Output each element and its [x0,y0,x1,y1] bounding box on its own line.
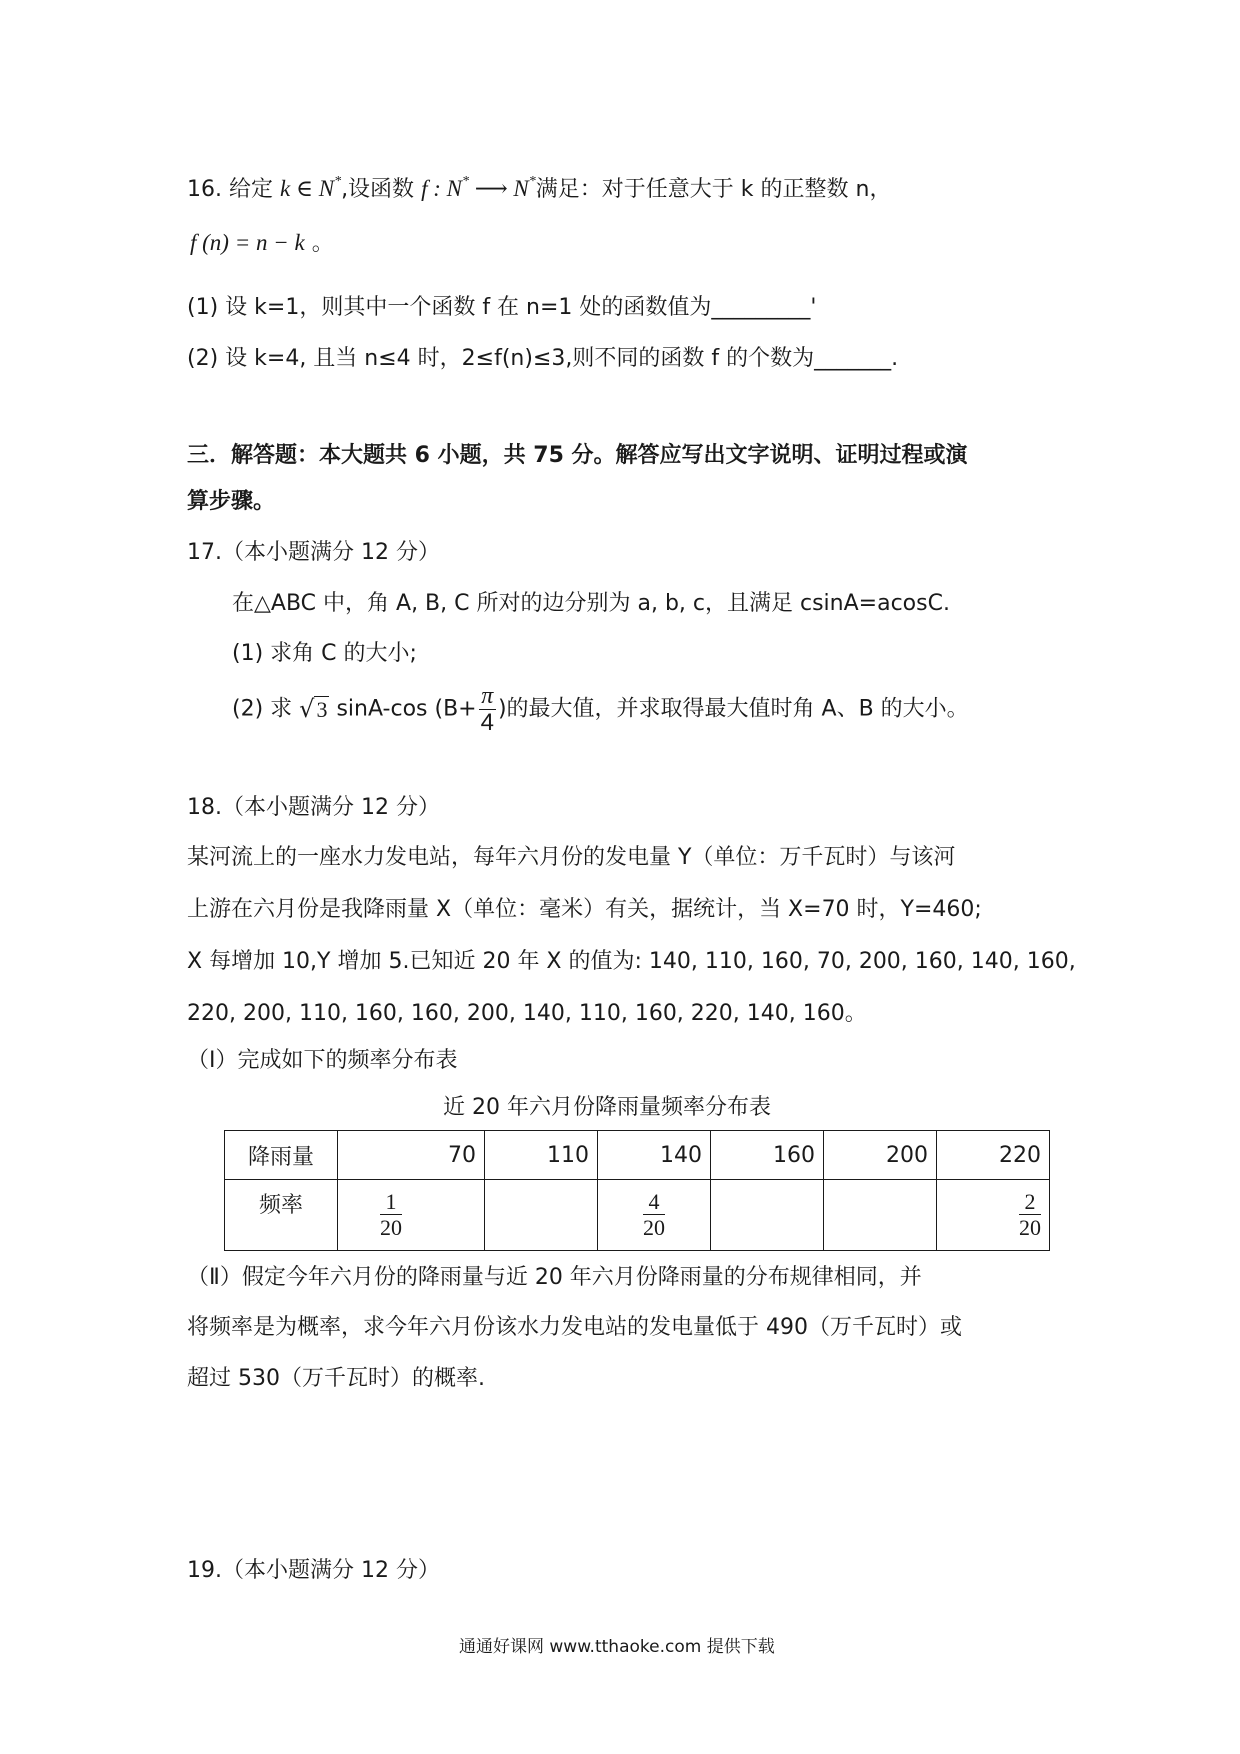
pi-over-4-fraction [479,684,496,735]
fraction-1-20 [380,1189,402,1241]
q17-part2-mid: sinA-cos (B+ [329,696,477,722]
table-cell-rainfall: 140 [598,1131,711,1180]
q18-part2-line1: （Ⅱ）假定今年六月份的降雨量与近 20 年六月份降雨量的分布规律相同，并 [187,1265,922,1290]
fraction-denominator: 20 [643,1215,665,1241]
q16-line1 [187,172,891,203]
q16-part1: (1) 设 k=1，则其中一个函数 f 在 n=1 处的函数值为_________' [187,295,817,320]
fraction-numerator: 4 [643,1189,665,1215]
q16-prefix: 16. 给定 [187,177,273,202]
q18-header: 18.（本小题满分 12 分） [187,795,440,820]
q19-header: 19.（本小题满分 12 分） [187,1558,440,1583]
pi-numerator: π [479,684,496,710]
section3-heading-line1: 三．解答题：本大题共 6 小题，共 75 分。解答应写出文字说明、证明过程或演 [187,443,968,468]
q16-star-2: * [461,174,469,190]
table-cell-rainfall: 70 [338,1131,485,1180]
q17-part2-prefix: (2) 求 [232,696,293,722]
q16-func-text: f : N [421,176,462,201]
q17-stem: 在△ABC 中，角 A, B, C 所对的边分别为 a, b, c，且满足 csinA=acosC. [232,591,950,616]
q16-part2: (2) 设 k=4, 且当 n≤4 时，2≤f(n)≤3,则不同的函数 f 的个数为_______. [187,346,899,371]
section3-heading-line2: 算步骤。 [187,489,276,514]
fraction-numerator: 2 [1019,1189,1041,1215]
q16-fn-formula: f (n) = n − k [190,230,305,255]
q17-header: 17.（本小题满分 12 分） [187,540,440,565]
q16-k-in-text: k ∈ N [279,176,335,201]
table-cell-rainfall: 200 [824,1131,937,1180]
table-cell-frequency [598,1180,711,1251]
q18-line4: 220, 200, 110, 160, 160, 200, 140, 110, 160, 220, 140, 160。 [187,1001,867,1026]
q16-function-map [421,176,536,201]
q18-line2: 上游在六月份是我降雨量 X（单位：毫米）有关，据统计，当 X=70 时，Y=460; [187,897,982,922]
q16-k-in-n [280,176,341,201]
q18-line1: 某河流上的一座水力发电站，每年六月份的发电量 Y（单位：万千瓦时）与该河 [187,845,956,870]
q16-arrow-text: ⟶ N [468,176,529,201]
q16-end: 。 [311,231,334,256]
sqrt-radicand: 3 [316,697,328,723]
pi-denominator: 4 [480,709,494,737]
fraction-4-20 [643,1189,665,1241]
q17-part2 [232,684,969,735]
page-footer: 通通好课网 www.tthaoke.com 提供下载 [459,1637,775,1657]
frequency-table [224,1130,1050,1251]
table-cell-frequency-empty [711,1180,824,1251]
table-row-rainfall [225,1131,1050,1180]
table-row-frequency [225,1180,1050,1251]
q17-part2-suffix: )的最大值，并求取得最大值时角 A、B 的大小。 [497,696,969,722]
q18-part2-line3: 超过 530（万千瓦时）的概率. [187,1366,485,1391]
sqrt-symbol [299,695,329,724]
q17-part1: (1) 求角 C 的大小; [232,641,417,666]
fraction-denominator: 20 [380,1215,402,1241]
table-cell-rainfall: 160 [711,1131,824,1180]
table-cell-frequency [937,1180,1050,1251]
fraction-2-20 [1019,1189,1041,1241]
table-cell-frequency [338,1180,485,1251]
q16-suffix: 满足：对于任意大于 k 的正整数 n， [535,177,892,202]
q18-part1: （Ⅰ）完成如下的频率分布表 [187,1048,458,1073]
fraction-denominator: 20 [1019,1215,1041,1241]
table-title: 近 20 年六月份降雨量频率分布表 [443,1095,771,1120]
table-header-rainfall: 降雨量 [225,1131,338,1180]
q16-line2 [190,226,334,257]
table-cell-rainfall: 110 [485,1131,598,1180]
q18-line3: X 每增加 10,Y 增加 5.已知近 20 年 X 的值为: 140, 110, 160, 70, 200, 160, 140, 160, [187,949,1076,974]
sqrt-sign-glyph: √ [299,695,315,724]
q18-part2-line2: 将频率是为概率，求今年六月份该水力发电站的发电量低于 490（万千瓦时）或 [187,1315,962,1340]
q16-star-1: * [334,174,342,190]
q16-mid: ,设函数 [341,177,415,202]
table-cell-rainfall: 220 [937,1131,1050,1180]
table-cell-frequency-empty [824,1180,937,1251]
table-header-frequency: 频率 [225,1180,338,1251]
fraction-numerator: 1 [380,1189,402,1215]
q16-star-3: * [528,174,536,190]
table-cell-frequency-empty [485,1180,598,1251]
